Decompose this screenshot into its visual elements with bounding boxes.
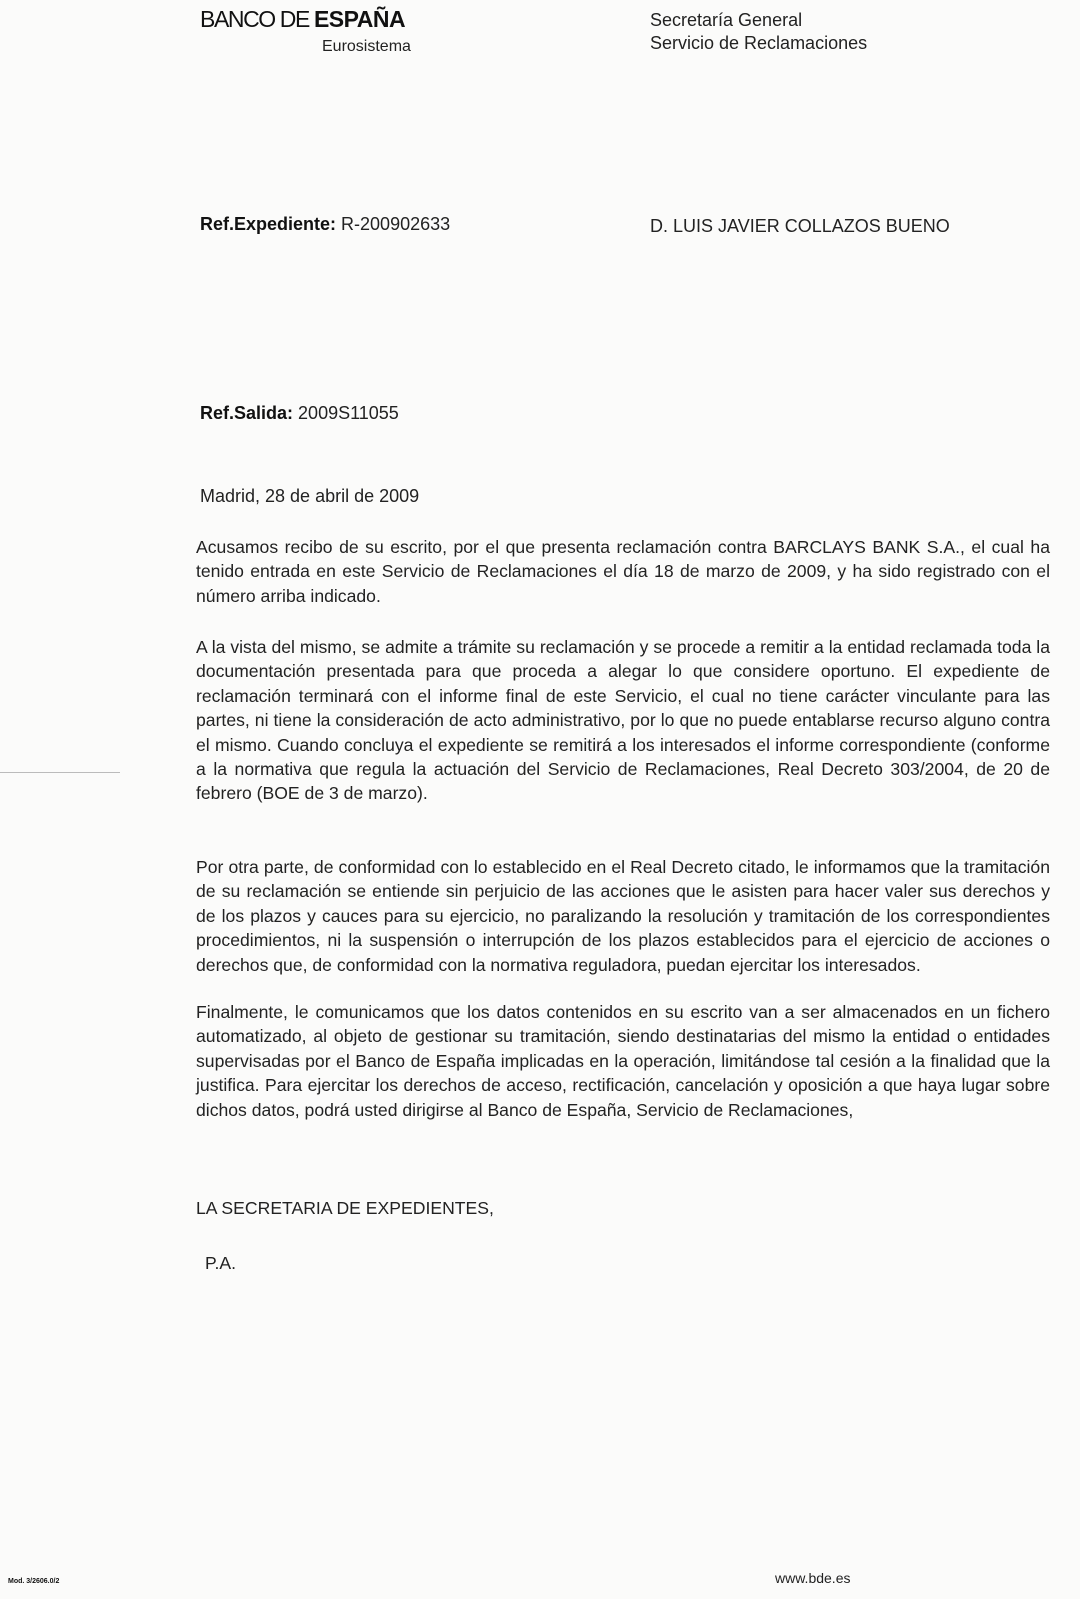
department-line-1: Secretaría General (650, 10, 803, 30)
ref-salida-value: 2009S11055 (298, 403, 399, 423)
paragraph-data-protection: Finalmente, le comunicamos que los datos contenidos en su escrito van a ser almacenados en un fichero automatizado, al objeto de gestionar su tramitación, siendo destinatarias del mismo la entidad o entidades supervisadas por el Banco de España implicadas en la operación, limitándose tal cesión a la finalidad que la justifica. Para ejercitar los derechos de acceso, rectificación, cancelación y oposición a que haya lugar sobre dichos datos, podrá usted dirigirse al Banco de España, Servicio de Reclamaciones, (196, 1002, 1050, 1120)
date-line: Madrid, 28 de abril de 2009 (200, 486, 420, 506)
form-code: Mod. 3/2606.0/2 (8, 1578, 60, 1585)
ref-expediente-label: Ref.Expediente: (200, 214, 337, 234)
ref-expediente (200, 214, 450, 235)
department-line-2: Servicio de Reclamaciones (650, 33, 868, 53)
logo-light-text: BANCO DE (200, 6, 314, 32)
signature-pa: P.A. (205, 1253, 236, 1273)
logo-subtitle: Eurosistema (322, 38, 411, 55)
website-link[interactable]: www.bde.es (775, 1570, 851, 1586)
recipient-name: D. LUIS JAVIER COLLAZOS BUENO (650, 216, 950, 236)
logo-bold-text: ESPAÑA (313, 6, 406, 32)
paragraph-admission: A la vista del mismo, se admite a trámite su reclamación y se procede a remitir a la entidad reclamada toda la documentación presentada para que proceda a alegar lo que considere oportuno. El expediente de reclamación terminará con el informe final de este Servicio, el cual no tiene carácter vinculante para las partes, ni tiene la consideración de acto administrativo, por lo que no puede entablarse recurso alguno contra el mismo. Cuando concluya el expediente se remitirá a los interesados el informe correspondiente (conforme a la normativa que regula la actuación del Servicio de Reclamaciones, Real Decreto 303/2004, de 20 de febrero (BOE de 3 de marzo). (196, 637, 1050, 804)
ref-salida-label: Ref.Salida: (200, 403, 294, 423)
scan-mark (0, 772, 120, 773)
bank-logo (200, 6, 405, 33)
ref-salida (200, 403, 399, 424)
paragraph-rights: Por otra parte, de conformidad con lo establecido en el Real Decreto citado, le informamos que la tramitación de su reclamación se entiende sin perjuicio de las acciones que le asisten para hacer valer sus derechos y de los plazos y cauces para su ejercicio, no paralizando la resolución y tramitación de los correspondientes procedimientos, ni la suspensión o interrupción de los plazos establecidos para el ejercicio de acciones o derechos que, de conformidad con la normativa reguladora, puedan ejercitar los interesados. (196, 857, 1050, 975)
signature-title: LA SECRETARIA DE EXPEDIENTES, (196, 1198, 494, 1218)
ref-expediente-value: R-200902633 (341, 214, 451, 234)
paragraph-acknowledgement: Acusamos recibo de su escrito, por el que presenta reclamación contra BARCLAYS BANK S.A., el cual ha tenido entrada en este Servicio de Reclamaciones el día 18 de marzo de 2009, y ha sido registrado con el número arriba indicado. (196, 537, 1050, 606)
